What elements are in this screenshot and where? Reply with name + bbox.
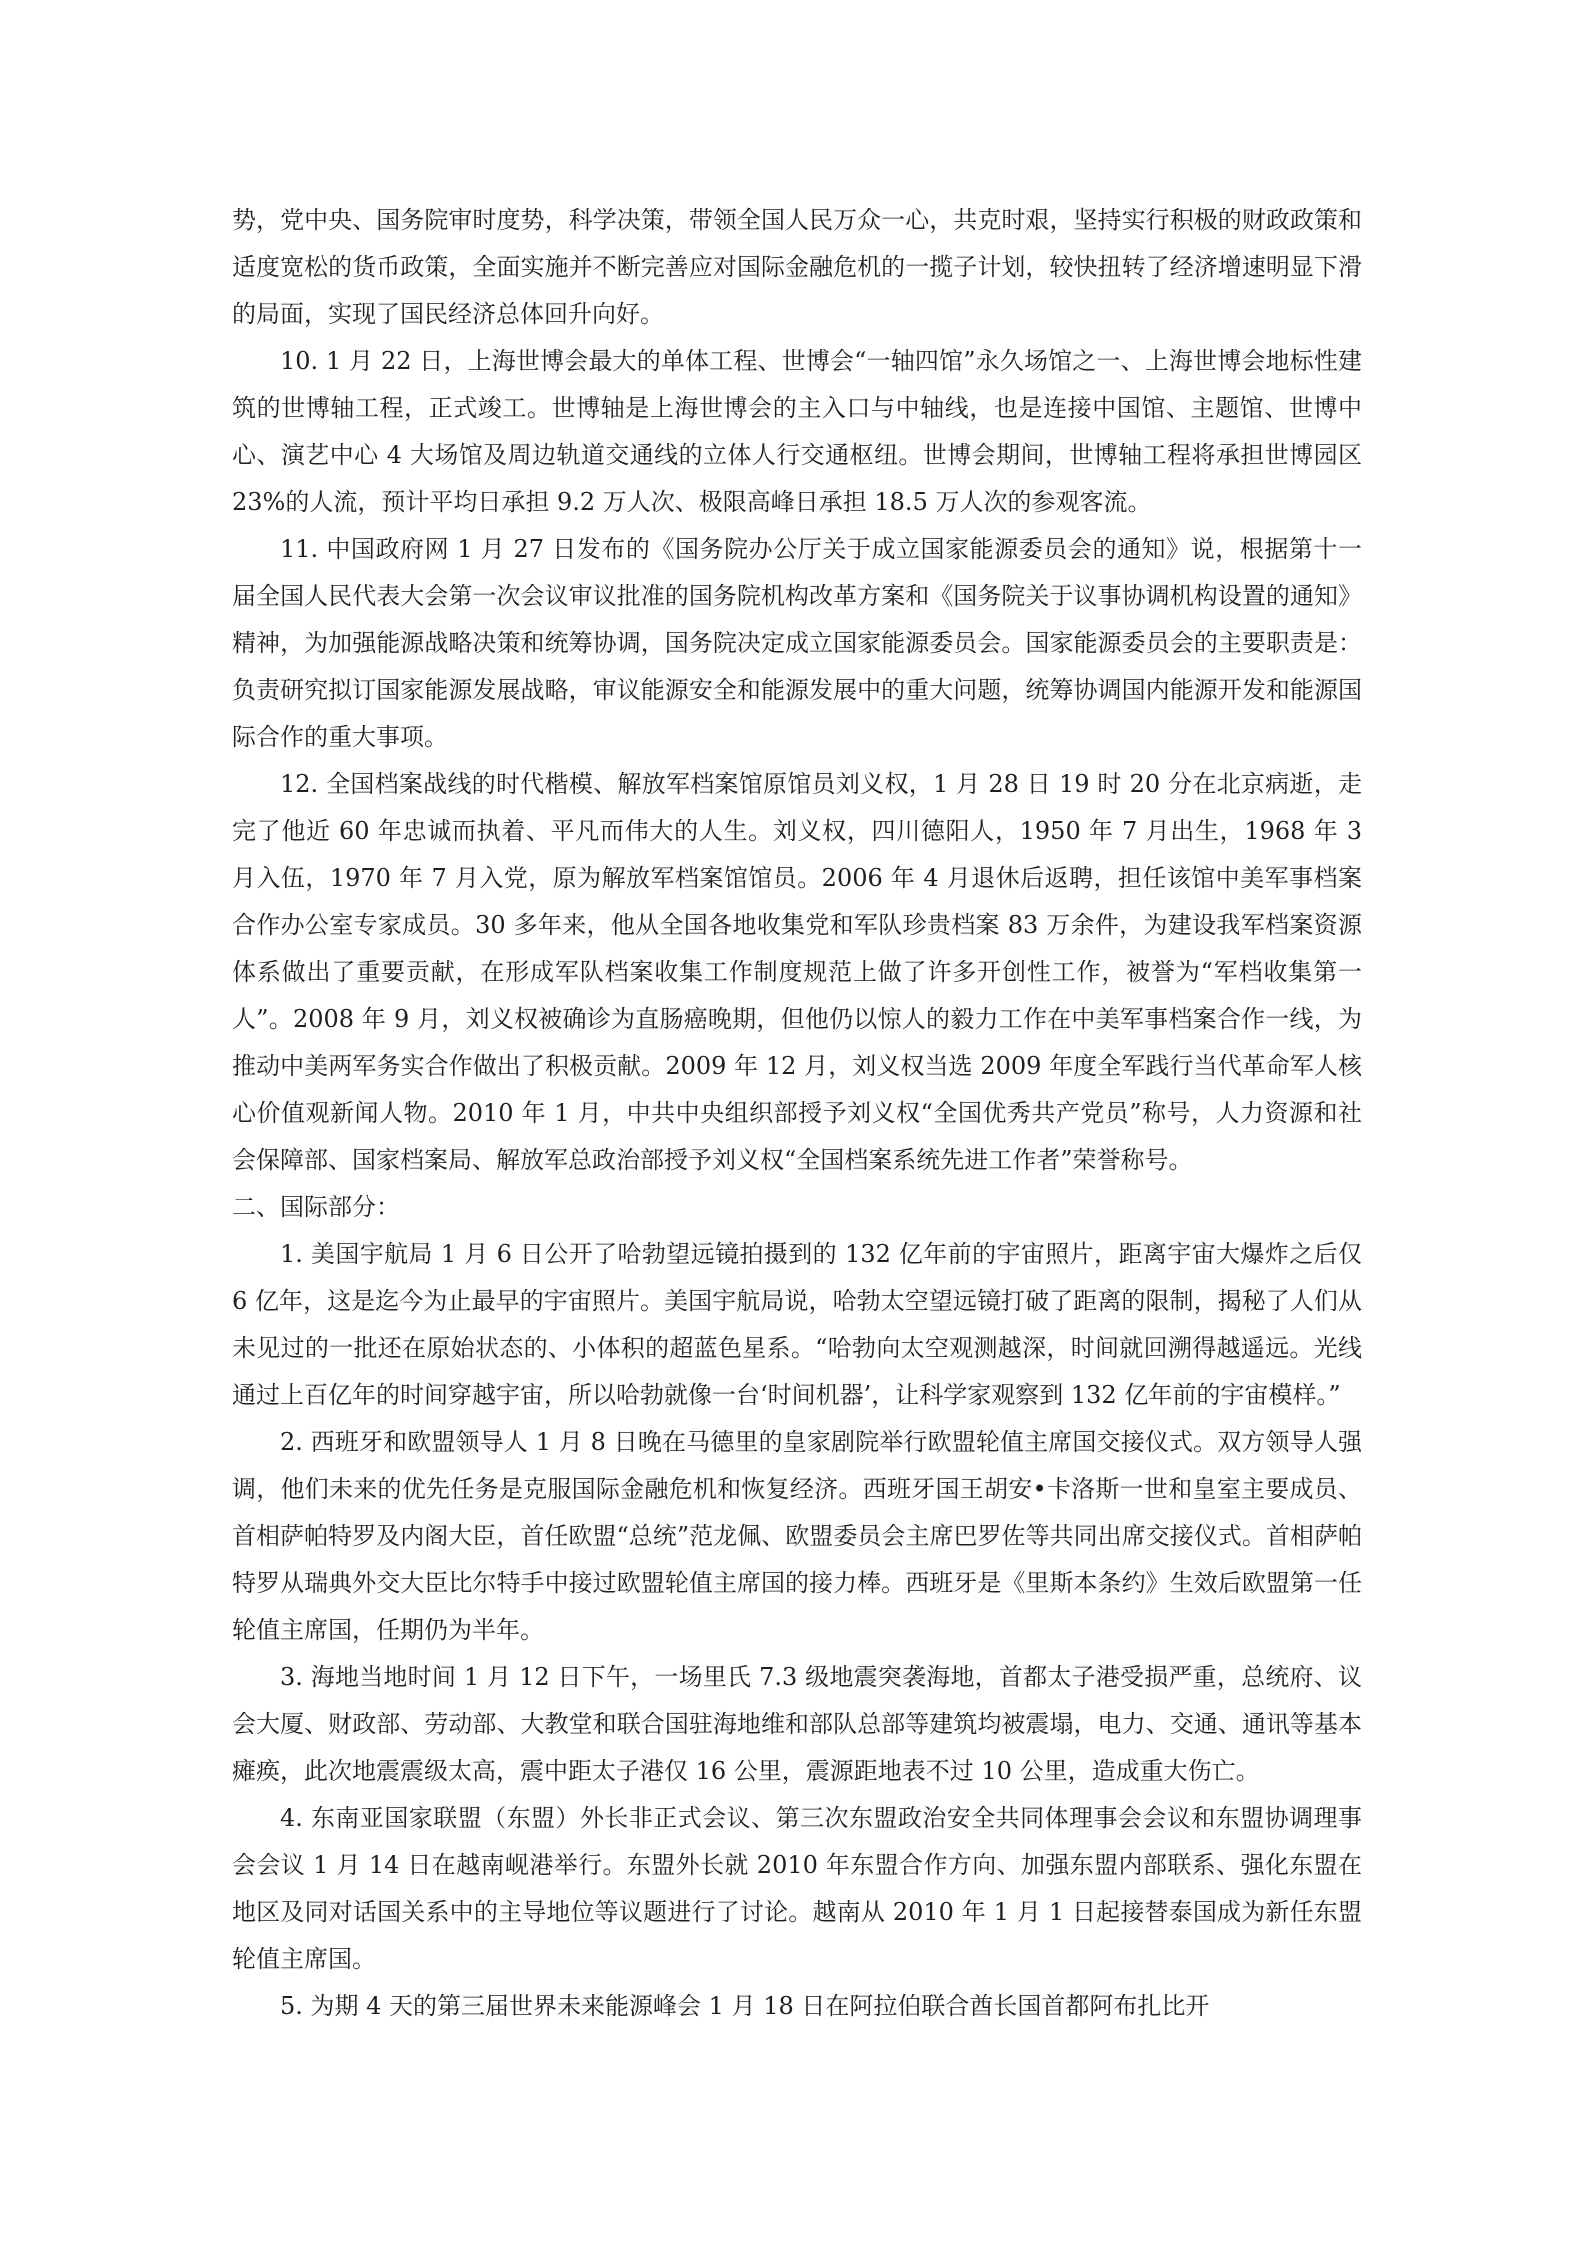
paragraph-continuation: 势，党中央、国务院审时度势，科学决策，带领全国人民万众一心，共克时艰，坚持实行积极的财政政策和适度宽松的货币政策，全面实施并不断完善应对国际金融危机的一揽子计划，较快扭转了经济增速明显下滑的局面，实现了国民经济总体回升向好。 bbox=[232, 206, 1362, 328]
intl-paragraph-item-1: 1. 美国宇航局 1 月 6 日公开了哈勃望远镜拍摄到的 132 亿年前的宇宙照片，距离宇宙大爆炸之后仅 6 亿年，这是迄今为止最早的宇宙照片。美国宇航局说，哈勃太空望远镜打破了距离的限制，揭秘了人们从未见过的一批还在原始状态的、小体积的超蓝色星系。“哈勃向太空观测越深，时间就回溯得越遥远。光线通过上百亿年的时间穿越宇宙，所以哈勃就像一台‘时间机器’，让科学家观察到 132 亿年前的宇宙模样。” bbox=[232, 1240, 1362, 1409]
paragraph-item-10: 10. 1 月 22 日，上海世博会最大的单体工程、世博会“一轴四馆”永久场馆之一、上海世博会地标性建筑的世博轴工程，正式竣工。世博轴是上海世博会的主入口与中轴线，也是连接中国馆、主题馆、世博中心、演艺中心 4 大场馆及周边轨道交通线的立体人行交通枢纽。世博会期间，世博轴工程将承担世博园区 23%的人流，预计平均日承担 9.2 万人次、极限高峰日承担 18.5 万人次的参观客流。 bbox=[232, 347, 1362, 516]
section-heading-international: 二、国际部分： bbox=[232, 1193, 400, 1221]
paragraph-item-11: 11. 中国政府网 1 月 27 日发布的《国务院办公厅关于成立国家能源委员会的通知》说，根据第十一届全国人民代表大会第一次会议审议批准的国务院机构改革方案和《国务院关于议事协调机构设置的通知》精神，为加强能源战略决策和统筹协调，国务院决定成立国家能源委员会。国家能源委员会的主要职责是：负责研究拟订国家能源发展战略，审议能源安全和能源发展中的重大问题，统筹协调国内能源开发和能源国际合作的重大事项。 bbox=[232, 535, 1362, 751]
intl-paragraph-item-2: 2. 西班牙和欧盟领导人 1 月 8 日晚在马德里的皇家剧院举行欧盟轮值主席国交接仪式。双方领导人强调，他们未来的优先任务是克服国际金融危机和恢复经济。西班牙国王胡安•卡洛斯一世和皇室主要成员、首相萨帕特罗及内阁大臣，首任欧盟“总统”范龙佩、欧盟委员会主席巴罗佐等共同出席交接仪式。首相萨帕特罗从瑞典外交大臣比尔特手中接过欧盟轮值主席国的接力棒。西班牙是《里斯本条约》生效后欧盟第一任轮值主席国，任期仍为半年。 bbox=[232, 1428, 1362, 1644]
intl-paragraph-item-5: 5. 为期 4 天的第三届世界未来能源峰会 1 月 18 日在阿拉伯联合酋长国首都阿布扎比开 bbox=[280, 1992, 1210, 2020]
intl-paragraph-item-4: 4. 东南亚国家联盟（东盟）外长非正式会议、第三次东盟政治安全共同体理事会会议和东盟协调理事会会议 1 月 14 日在越南岘港举行。东盟外长就 2010 年东盟合作方向、加强东盟内部联系、强化东盟在地区及同对话国关系中的主导地位等议题进行了讨论。越南从 2010 年 1 月 1 日起接替泰国成为新任东盟轮值主席国。 bbox=[232, 1804, 1362, 1973]
paragraph-item-12: 12. 全国档案战线的时代楷模、解放军档案馆原馆员刘义权，1 月 28 日 19 时 20 分在北京病逝，走完了他近 60 年忠诚而执着、平凡而伟大的人生。刘义权，四川德阳人，1950 年 7 月出生，1968 年 3 月入伍，1970 年 7 月入党，原为解放军档案馆馆员。2006 年 4 月退休后返聘，担任该馆中美军事档案合作办公室专家成员。30 多年来，他从全国各地收集党和军队珍贵档案 83 万余件，为建设我军档案资源体系做出了重要贡献，在形成军队档案收集工作制度规范上做了许多开创性工作，被誉为“军档收集第一人”。2008 年 9 月，刘义权被确诊为直肠癌晚期，但他仍以惊人的毅力工作在中美军事档案合作一线，为推动中美两军务实合作做出了积极贡献。2009 年 12 月，刘义权当选 2009 年度全军践行当代革命军人核心价值观新闻人物。2010 年 1 月，中共中央组织部授予刘义权“全国优秀共产党员”称号，人力资源和社会保障部、国家档案局、解放军总政治部授予刘义权“全国档案系统先进工作者”荣誉称号。 bbox=[232, 770, 1362, 1174]
intl-paragraph-item-3: 3. 海地当地时间 1 月 12 日下午，一场里氏 7.3 级地震突袭海地，首都太子港受损严重，总统府、议会大厦、财政部、劳动部、大教堂和联合国驻海地维和部队总部等建筑均被震塌，电力、交通、通讯等基本瘫痪，此次地震震级太高，震中距太子港仅 16 公里，震源距地表不过 10 公里，造成重大伤亡。 bbox=[232, 1663, 1362, 1785]
